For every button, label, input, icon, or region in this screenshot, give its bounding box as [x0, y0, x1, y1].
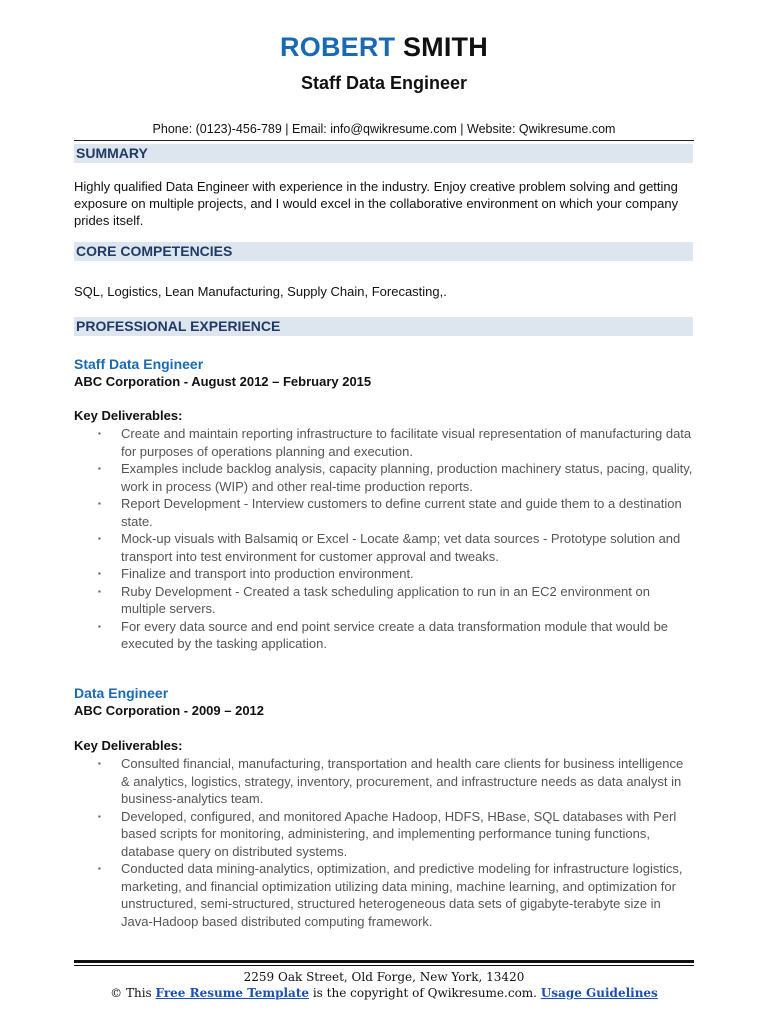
- deliverable-text: Ruby Development - Created a task scheduling application to run in an EC2 environment on multiple servers.: [121, 583, 650, 616]
- summary-section-header: [74, 144, 693, 163]
- list-item: [74, 618, 694, 653]
- bullet-icon: ▪: [98, 499, 101, 508]
- list-item: [74, 583, 694, 618]
- free-resume-template-link[interactable]: Free Resume Template: [155, 986, 309, 1000]
- candidate-name: [0, 30, 768, 64]
- usage-guidelines-link[interactable]: Usage Guidelines: [540, 986, 658, 1000]
- key-deliverables-label: Key Deliverables:: [74, 738, 183, 753]
- deliverable-text: Examples include backlog analysis, capacity planning, production machinery status, pacing, quality, work in process (WIP) and other real-time production reports.: [121, 461, 693, 494]
- bullet-icon: ▪: [98, 586, 101, 596]
- deliverables-list: [74, 425, 694, 653]
- deliverable-text: Finalize and transport into production environment.: [121, 566, 414, 581]
- header-divider: [74, 140, 694, 141]
- bullet-icon: ▪: [98, 864, 101, 873]
- job-role: Data Engineer: [74, 685, 169, 701]
- footer-divider-thick: [74, 960, 694, 963]
- list-item: [74, 860, 694, 930]
- list-item: [74, 565, 694, 583]
- bullet-icon: ▪: [98, 429, 101, 438]
- copyright-middle: is the copyright of Qwikresume.com.: [312, 986, 537, 1000]
- deliverable-text: For every data source and end point service create a data transformation module that would be executed by the tasking application.: [121, 618, 669, 651]
- deliverables-list: [74, 755, 694, 930]
- list-item: [74, 530, 694, 565]
- key-deliverables-label: Key Deliverables:: [74, 408, 183, 423]
- footer-copyright: [0, 985, 768, 1001]
- deliverable-text: Consulted financial, manufacturing, transportation and health care clients for business intelligence & analytics, logistics, strategy, inventory, procurement, and infrastructure needs as data analyst in business-analytics team.: [121, 756, 684, 806]
- bullet-icon: ▪: [98, 621, 101, 631]
- bullet-icon: ▪: [98, 464, 101, 473]
- experience-heading: PROFESSIONAL EXPERIENCE: [76, 318, 281, 334]
- bullet-icon: ▪: [98, 811, 101, 821]
- competencies-section-header: [74, 242, 693, 261]
- summary-text: Highly qualified Data Engineer with experience in the industry. Enjoy creative problem solving and getting exposure on multiple projects, and I would excel in the collaborative environment on which your company prides itself.: [74, 179, 679, 228]
- deliverable-text: Conducted data mining-analytics, optimization, and predictive modeling for infrastructure logistics, marketing, and financial optimization utilizing data mining, machine learning, and optimization for unstructured, semi-structured, structured heterogeneous data sets of gigabyte-terabyte size in Java-Hadoop based distributed computing framework.: [121, 861, 683, 929]
- job-company: ABC Corporation - August 2012 – February 2015: [74, 374, 372, 389]
- job-role: Staff Data Engineer: [74, 356, 204, 372]
- summary-heading: SUMMARY: [76, 145, 148, 161]
- competencies-heading: CORE COMPETENCIES: [76, 243, 233, 259]
- competencies-text: SQL, Logistics, Lean Manufacturing, Supply Chain, Forecasting,.: [74, 284, 447, 299]
- deliverable-text: Developed, configured, and monitored Apache Hadoop, HDFS, HBase, SQL databases with Perl based scripts for monitoring, administering, and implementing performance tuning functions, database query on distributed systems.: [121, 808, 677, 859]
- list-item: [74, 460, 694, 495]
- bullet-icon: ▪: [98, 569, 101, 578]
- footer-address: 2259 Oak Street, Old Forge, New York, 13420: [243, 970, 525, 984]
- job-company: ABC Corporation - 2009 – 2012: [74, 703, 265, 718]
- contact-line: Phone: (0123)-456-789 | Email: info@qwikresume.com | Website: Qwikresume.com: [152, 122, 616, 136]
- experience-section-header: [74, 317, 693, 336]
- list-item: [74, 755, 694, 808]
- first-name: ROBERT: [280, 32, 396, 62]
- copyright-prefix: © This: [110, 986, 152, 1000]
- deliverable-text: Mock-up visuals with Balsamiq or Excel - Locate &amp; vet data sources - Prototype solution and transport into test environment for customer approval and tweaks.: [121, 531, 681, 564]
- footer-divider-thin: [74, 965, 694, 966]
- deliverable-text: Report Development - Interview customers to define current state and guide them to a destination state.: [121, 496, 682, 529]
- bullet-icon: ▪: [98, 759, 101, 768]
- list-item: [74, 495, 694, 530]
- list-item: [74, 808, 694, 861]
- list-item: [74, 425, 694, 460]
- headline-title: Staff Data Engineer: [300, 73, 468, 93]
- bullet-icon: ▪: [98, 534, 101, 543]
- deliverable-text: Create and maintain reporting infrastructure to facilitate visual representation of manufacturing data for purposes of operations planning and execution.: [121, 426, 692, 459]
- last-name: SMITH: [402, 32, 488, 62]
